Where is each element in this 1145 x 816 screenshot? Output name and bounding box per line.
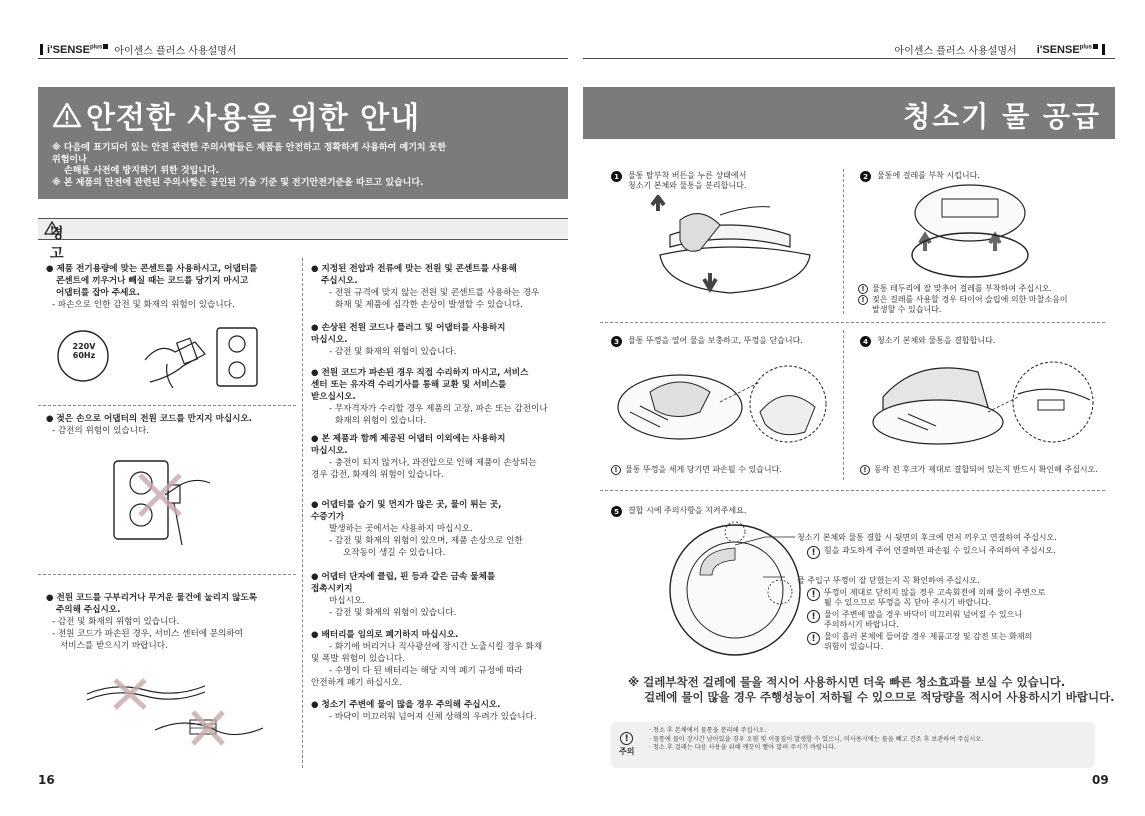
caution-box: [611, 722, 1095, 768]
step-2: 2 물통에 걸레를 부착 시킵니다.: [860, 171, 980, 182]
left-running-header: [40, 42, 237, 57]
warning-item: ● 어댑터를 습기 및 먼지가 많은 곳, 물이 튀는 곳, 수증기가 발생하는 곳에서는 사용하지 마십시오. - 감전 및 화재의 위험이 있으며, 제품 손상으로 인한 오작동이 생길 수 있습니다.: [311, 500, 523, 558]
warning-item: ● 어댑터 단자에 클립, 핀 등과 같은 금속 물체를 접촉시키지 마십시오. - 감전 및 화재의 위험이 있습니다.: [311, 572, 496, 618]
safety-title: 안전한 사용을 위한 안내: [52, 93, 420, 137]
section-divider: [600, 322, 1105, 323]
warning-item: ● 본 제품과 함께 제공된 어댑터 이외에는 사용하지 마십시오. - 충전이 되지 않거나, 과전압으로 인해 제품이 손상되는 경우 감전, 화재의 위험이 있습니다.: [311, 434, 537, 480]
caution-circle-icon: !: [858, 284, 868, 294]
step-divider: [843, 169, 844, 314]
voltage-label: 220V 60Hz: [72, 342, 96, 360]
combine-body-illustration: [868, 352, 1103, 452]
caution-text: · 청소 후 본체에서 물통을 분리해 주십시오. · 물통에 물이 장시간 남아있을 경우 오염 및 이물질이 발생할 수 있으니, 미사용시에는 물을 빼고 건조 후 보관하여 주십시오. · 청소 후 걸레는 다음 사용을 위해 깨끗이 빨아 말려 주시기 바랍니다.: [649, 727, 984, 751]
top-bar: [40, 42, 1105, 56]
refill-water-illustration: [610, 352, 835, 452]
brand-logo-right: $i'SENSE^{plus}$: [1037, 44, 1098, 56]
warning-item: ● 젖은 손으로 어댑터의 전원 코드를 만지지 마십시오. - 감전의 위험이 있습니다.: [46, 414, 253, 436]
caution-circle-icon: !: [860, 465, 870, 475]
bent-cord-illustration: [85, 672, 265, 752]
section-divider: [38, 574, 296, 575]
step5-note: ! 뚜껑이 제대로 닫히지 않을 경우 고속회전에 의해 물이 주변으로 튈 수 있으므로 뚜껑을 꼭 닫아 주시기 바랍니다.: [807, 588, 1045, 608]
page-number-right: 09: [1092, 773, 1109, 787]
safety-header: [38, 87, 568, 199]
column-divider: [302, 258, 303, 768]
caution-circle-icon: !: [807, 632, 820, 645]
caution-circle-icon: !: [611, 465, 621, 475]
mop-tip: ※ 걸레부착전 걸레에 물을 적시어 사용하시면 더욱 빠른 청소효과를 보실 수 있습니다. 걸레에 물이 많을 경우 주행성능이 저하될 수 있으므로 적당량을 적시어 사용하시기 바랍니다.: [628, 675, 1115, 704]
attach-mop-illustration: [900, 183, 1040, 279]
caution-circle-icon: !: [807, 610, 820, 623]
step3-note: ! 물통 뚜껑을 세게 당기면 파손될 수 있습니다.: [611, 465, 782, 475]
warning-triangle-icon: [52, 101, 82, 129]
caution-circle-icon: !: [807, 546, 820, 559]
step5-note: ! 물이 흘러 본체에 들어갈 경우 제품고장 및 감전 또는 화재의 위험이 있습니다.: [807, 632, 1032, 652]
top-rule-right: [583, 58, 1115, 59]
warning-bar: [38, 218, 568, 262]
step-3: 3 물통 뚜껑을 열어 물을 보충하고, 뚜껑을 닫습니다.: [611, 336, 803, 347]
caution-circle-icon: !: [620, 732, 633, 745]
section-divider: [600, 490, 1105, 491]
detach-water-tank-illustration: [640, 195, 820, 305]
warning-item: ● 지정된 전압과 전류에 맞는 전원 및 콘센트를 사용해 주십시오. - 전원 규격에 맞지 않는 전원 및 콘센트를 사용하는 경우 화재 및 제품에 심각한 손상이 발생할 수 있습니다.: [311, 264, 540, 310]
step-1: 1 물통 탈부착 버튼을 누른 상태에서 청소기 본체와 물통을 분리합니다.: [611, 171, 746, 191]
caution-label: 주의: [619, 747, 635, 756]
warning-list-col2: [311, 263, 566, 723]
water-supply-header: [583, 87, 1115, 139]
warning-item: ● 전원 코드를 구부리거나 무거운 물건에 눌리지 않도록 주의해 주십시오. - 감전 및 화재의 위험이 있습니다. - 전원 코드가 파손된 경우, 서비스 센터에 문의하여 서비스를 받으시기 바랍니다.: [46, 593, 258, 651]
manual-title-left: 아이센스 플러스 사용설명서: [114, 46, 237, 57]
step-4: 4 청소기 본체와 물통을 결합합니다.: [860, 336, 995, 347]
safety-notes: ※ 다음에 표기되어 있는 안전 관련한 주의사항들은 제품을 안전하고 정확하게 사용하여 예기치 못한 위험이나 손해를 사전에 방지하기 위한 것입니다. ※ 본 제품의 안전에 관련된 주의사항은 공인된 기술 기준 및 전기안전기준을 따르고 있습니다.: [52, 143, 447, 188]
caution-circle-icon: !: [807, 588, 820, 601]
step5-callout-lid: 물 주입구 뚜껑이 잘 닫혔는지 꼭 확인하여 주십시오.: [797, 576, 980, 585]
warning-item: ● 청소기 주변에 물이 많을 경우 주의해 주십시오. - 바닥이 미끄러워 넘어져 신체 상해의 우려가 있습니다.: [311, 700, 537, 722]
warning-item: ● 전원 코드가 파손된 경우 직접 수리하지 마시고, 서비스 센터 또는 유자격 수리기사를 통해 교환 및 서비스를 받으십시오. - 무자격자가 수리할 경우 제품의 고장, 파손 또는 감전이나 화재의 위험이 있습니다.: [311, 368, 548, 426]
water-supply-title: 청소기 물 공급: [903, 100, 1101, 133]
caution-circle-icon: !: [858, 295, 868, 305]
top-rule-left: [38, 58, 568, 59]
right-running-header: [894, 42, 1105, 57]
warning-label: 경고: [50, 226, 64, 262]
warning-item: ● 배터리를 임의로 폐기하지 마십시오. - 화기에 버리거나 직사광선에 장시간 노출시킬 경우 화재 및 폭발 위험이 있습니다. - 수명이 다 된 배터리는 해당 지역 폐기 규정에 따라 안전하게 폐기 하십시오.: [311, 630, 543, 688]
step2-note: ! 물통 테두리에 잘 맞추어 걸레를 부착하여 주십시오.: [858, 284, 1052, 294]
step2-note: ! 젖은 걸레를 사용할 경우 타이어 슬립에 의한 마찰소음이 발생할 수 있습니다.: [858, 295, 1068, 315]
wet-hand-outlet-illustration: [110, 455, 215, 545]
step5-note: ! 힘을 과도하게 주어 연결하면 파손될 수 있으니 주의하여 주십시오.: [807, 546, 1056, 559]
brand-logo: $i'SENSE^{plus}$: [47, 44, 108, 56]
step5-note: ! 물이 주변에 많을 경우 바닥이 미끄러워 넘어질 수 있으니 주의하시기 바랍니다.: [807, 610, 1022, 630]
warning-item: ● 제품 전기용량에 맞는 콘센트를 사용하시고, 어댑터를 콘센트에 끼우거나 빼실 때는 코드를 당기지 마시고 어댑터를 잡아 주세요. - 파손으로 인한 감전 및 화재의 위험이 있습니다.: [46, 264, 258, 310]
warning-item: ● 손상된 전원 코드나 플러그 및 어댑터를 사용하지 마십시오. - 감전 및 화재의 위험이 있습니다.: [311, 323, 506, 357]
step-5: 5 결합 시에 주의사항을 지켜주세요.: [611, 506, 746, 517]
brand-bar: [40, 44, 43, 55]
page-number-left: 16: [38, 773, 55, 787]
brand-bar-right: [1102, 44, 1105, 55]
step-divider: [843, 330, 844, 480]
step4-note: ! 동작 전 후크가 제대로 결합되어 있는지 반드시 확인해 주십시오.: [860, 465, 1098, 475]
step5-callout-hook: 청소기 본체와 물통 결합 시 뒷면의 후크에 먼저 끼우고 연결하여 주십시오.: [797, 533, 1057, 542]
section-divider: [38, 405, 296, 406]
manual-title-right: 아이센스 플러스 사용설명서: [894, 46, 1017, 57]
callout-line: [735, 535, 795, 580]
